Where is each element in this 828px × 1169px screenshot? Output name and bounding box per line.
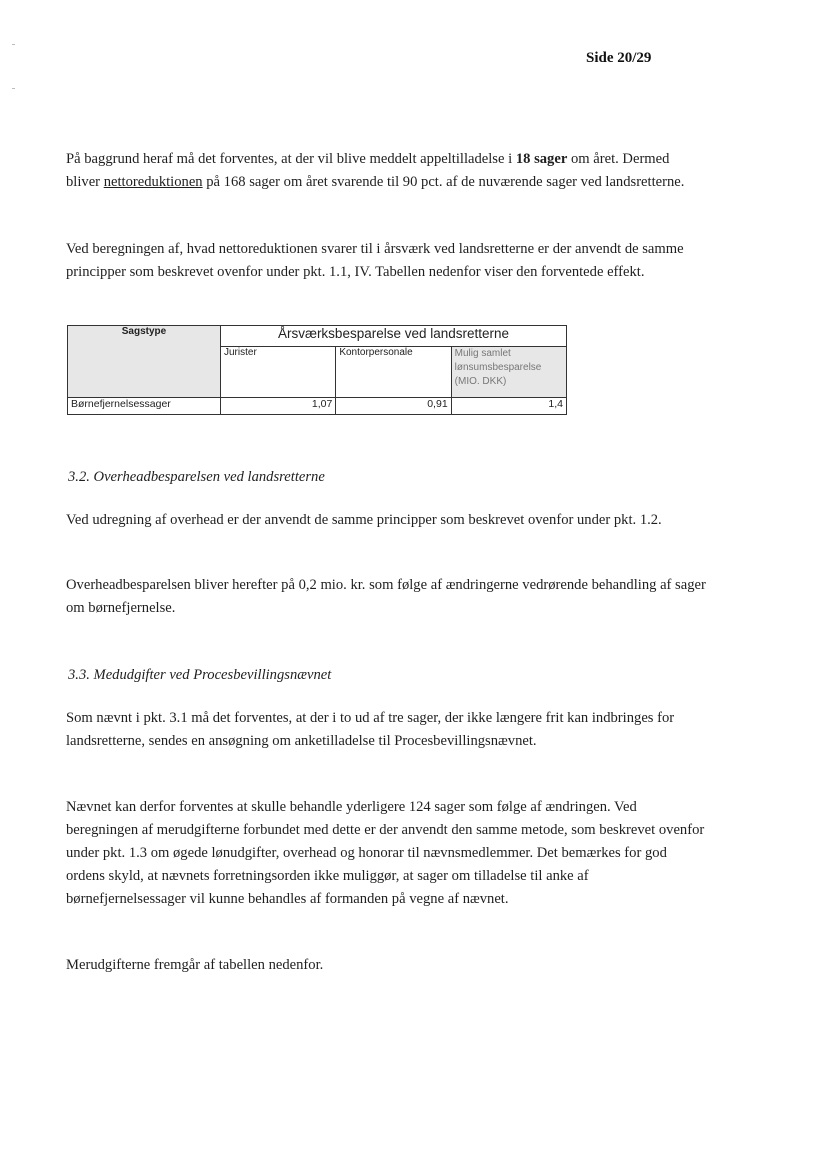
paragraph-overhead-principles: Ved udregning af overhead er der anvendt de samme principper som beskrevet ovenfor under pkt. 1.2. <box>66 512 662 528</box>
cell-kontorpersonale: 0,91 <box>336 398 451 415</box>
scan-mark <box>12 44 15 45</box>
paragraph-appeal-applications: Som nævnt i pkt. 3.1 må det forventes, at der i to ud af tre sager, der ikke længere frit kan indbringes for landsretterne, sendes en ansøgning om anketilladelse til Procesbevillingsnævnet. <box>66 710 675 749</box>
paragraph-table-reference: Merudgifterne fremgår af tabellen nedenfor. <box>66 957 324 973</box>
row-label: Børnefjernelsessager <box>68 398 221 415</box>
subheader-loensum: Mulig samlet lønsumsbesparelse (MIO. DKK) <box>451 347 566 398</box>
cell-loensum: 1,4 <box>451 398 566 415</box>
paragraph-board-costs: Nævnet kan derfor forventes at skulle behandle yderligere 124 sager som følge af ændringen. Ved beregningen af merudgifterne forbundet med dette er der anvendt den samme metode, som beskrevet ovenfor under pkt. 1.3 om øgede lønudgifter, overhead og honorar til nævnsmedlemmer. Det bemærkes for god ordens skyld, at nævnets forretningsorden ikke muliggør, at sager om tilladelse til anke af børnefjernelsessager vil kunne behandles af formanden på vegne af nævnet. <box>66 799 705 907</box>
text-run: På baggrund heraf må det forventes, at der vil blive meddelt appeltilladelse i <box>66 151 516 167</box>
subheader-jurister: Jurister <box>221 347 336 398</box>
scan-mark <box>12 88 15 89</box>
underlined-term: nettoreduktionen <box>103 174 203 190</box>
cell-jurister: 1,07 <box>221 398 336 415</box>
bold-count: 18 sager <box>515 151 568 167</box>
table-header-row <box>68 326 567 347</box>
table-row <box>68 398 567 415</box>
paragraph-calculation-principles: Ved beregningen af, hvad nettoreduktionen svarer til i årsværk ved landsretterne er der anvendt de samme principper som beskrevet ovenfor under pkt. 1.1, IV. Tabellen nedenfor viser den forventede effekt. <box>66 241 684 280</box>
paragraph-overhead-savings: Overheadbesparelsen bliver herefter på 0,2 mio. kr. som følge af ændringerne vedrørende behandling af sager om børnefjernelse. <box>66 577 706 616</box>
header-sagstype: Sagstype <box>68 326 221 398</box>
paragraph-appeal-permission <box>66 148 706 194</box>
header-group-title: Årsværksbesparelse ved landsretterne <box>221 326 567 347</box>
text-run: om året. Dermed bliver <box>66 151 670 190</box>
savings-table <box>67 325 567 415</box>
text-run: på 168 sager om året svarende til 90 pct. af de nuværende sager ved landsretterne. <box>202 174 685 190</box>
subheader-kontorpersonale: Kontorpersonale <box>336 347 451 398</box>
section-heading-3-3: 3.3. Medudgifter ved Procesbevillingsnævnet <box>68 667 332 683</box>
page-number: Side 20/29 <box>586 50 652 66</box>
section-heading-3-2: 3.2. Overheadbesparelsen ved landsretterne <box>68 469 325 485</box>
